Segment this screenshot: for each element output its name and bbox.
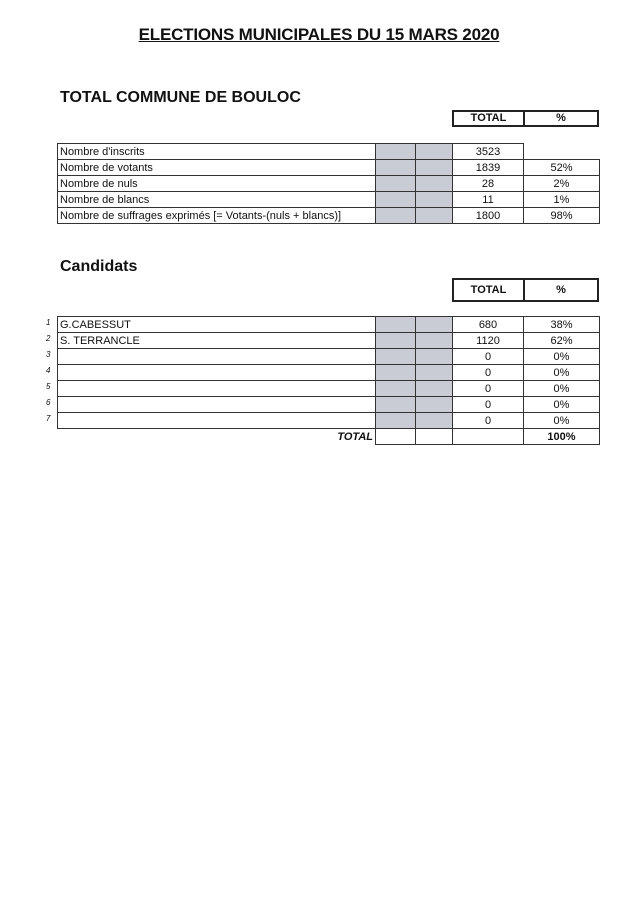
row-number: 4 xyxy=(46,366,51,375)
row-label: Nombre de suffrages exprimés [= Votants-(nuls + blancs)] xyxy=(58,208,376,224)
candidates-table-header xyxy=(452,278,599,302)
candidate-name xyxy=(58,381,376,397)
commune-row xyxy=(58,208,600,224)
candidate-percent: 38% xyxy=(524,317,600,333)
empty-cell xyxy=(453,429,524,445)
shaded-cell xyxy=(376,381,416,397)
candidate-row xyxy=(58,397,600,413)
candidate-total: 1120 xyxy=(453,333,524,349)
shaded-cell xyxy=(416,381,453,397)
candidate-percent: 0% xyxy=(524,349,600,365)
candidate-name xyxy=(58,349,376,365)
shaded-cell xyxy=(416,397,453,413)
row-percent: 98% xyxy=(524,208,600,224)
shaded-cell xyxy=(376,397,416,413)
row-number: 2 xyxy=(46,334,51,343)
commune-row xyxy=(58,192,600,208)
shaded-cell xyxy=(376,208,416,224)
total-percent: 100% xyxy=(524,429,600,445)
candidate-row xyxy=(58,349,600,365)
commune-row xyxy=(58,144,600,160)
section-title-commune: TOTAL COMMUNE DE BOULOC xyxy=(60,89,301,106)
shaded-cell xyxy=(376,349,416,365)
shaded-cell xyxy=(376,413,416,429)
header-percent: % xyxy=(523,112,597,125)
shaded-cell xyxy=(376,192,416,208)
candidate-total: 0 xyxy=(453,413,524,429)
candidate-name: G.CABESSUT xyxy=(58,317,376,333)
candidate-name xyxy=(58,413,376,429)
section-title-candidats: Candidats xyxy=(60,258,138,275)
row-label: Nombre de nuls xyxy=(58,176,376,192)
row-number: 5 xyxy=(46,382,51,391)
row-percent: 52% xyxy=(524,160,600,176)
candidate-row xyxy=(58,365,600,381)
empty-cell xyxy=(416,429,453,445)
row-total: 1839 xyxy=(453,160,524,176)
row-total: 28 xyxy=(453,176,524,192)
candidate-total: 0 xyxy=(453,365,524,381)
page-title: ELECTIONS MUNICIPALES DU 15 MARS 2020 xyxy=(138,25,500,44)
candidate-percent: 62% xyxy=(524,333,600,349)
shaded-cell xyxy=(376,160,416,176)
row-number: 6 xyxy=(46,398,51,407)
row-total: 11 xyxy=(453,192,524,208)
row-percent: 1% xyxy=(524,192,600,208)
commune-row xyxy=(58,176,600,192)
candidate-name xyxy=(58,397,376,413)
candidate-name: S. TERRANCLE xyxy=(58,333,376,349)
row-number: 7 xyxy=(46,414,51,423)
commune-table-header xyxy=(452,110,599,127)
shaded-cell xyxy=(416,413,453,429)
candidate-total: 0 xyxy=(453,397,524,413)
candidate-name xyxy=(58,365,376,381)
row-label: Nombre d'inscrits xyxy=(58,144,376,160)
shaded-cell xyxy=(376,176,416,192)
shaded-cell xyxy=(376,144,416,160)
candidate-percent: 0% xyxy=(524,381,600,397)
shaded-cell xyxy=(416,176,453,192)
shaded-cell xyxy=(376,365,416,381)
candidate-row xyxy=(58,317,600,333)
shaded-cell xyxy=(376,317,416,333)
row-total: 1800 xyxy=(453,208,524,224)
header-total: TOTAL xyxy=(470,112,507,124)
shaded-cell xyxy=(416,317,453,333)
commune-results-table xyxy=(57,143,600,224)
candidates-results-table xyxy=(57,316,600,445)
candidate-percent: 0% xyxy=(524,397,600,413)
shaded-cell xyxy=(416,160,453,176)
empty-cell xyxy=(376,429,416,445)
candidate-total: 680 xyxy=(453,317,524,333)
row-label: Nombre de votants xyxy=(58,160,376,176)
shaded-cell xyxy=(416,144,453,160)
shaded-cell xyxy=(416,208,453,224)
candidate-percent: 0% xyxy=(524,365,600,381)
header-percent: % xyxy=(523,280,597,300)
candidate-row xyxy=(58,413,600,429)
row-percent: 2% xyxy=(524,176,600,192)
candidate-total: 0 xyxy=(453,349,524,365)
shaded-cell xyxy=(416,349,453,365)
row-total: 3523 xyxy=(453,144,524,160)
row-label: Nombre de blancs xyxy=(58,192,376,208)
candidate-row xyxy=(58,333,600,349)
candidate-total: 0 xyxy=(453,381,524,397)
shaded-cell xyxy=(376,333,416,349)
row-number: 1 xyxy=(46,318,51,327)
commune-row xyxy=(58,160,600,176)
candidates-total-row xyxy=(58,429,600,445)
candidate-row xyxy=(58,381,600,397)
total-label: TOTAL xyxy=(337,430,373,443)
candidate-percent: 0% xyxy=(524,413,600,429)
header-total: TOTAL xyxy=(470,284,507,296)
row-percent xyxy=(524,144,600,160)
row-number: 3 xyxy=(46,350,51,359)
shaded-cell xyxy=(416,365,453,381)
shaded-cell xyxy=(416,192,453,208)
shaded-cell xyxy=(416,333,453,349)
